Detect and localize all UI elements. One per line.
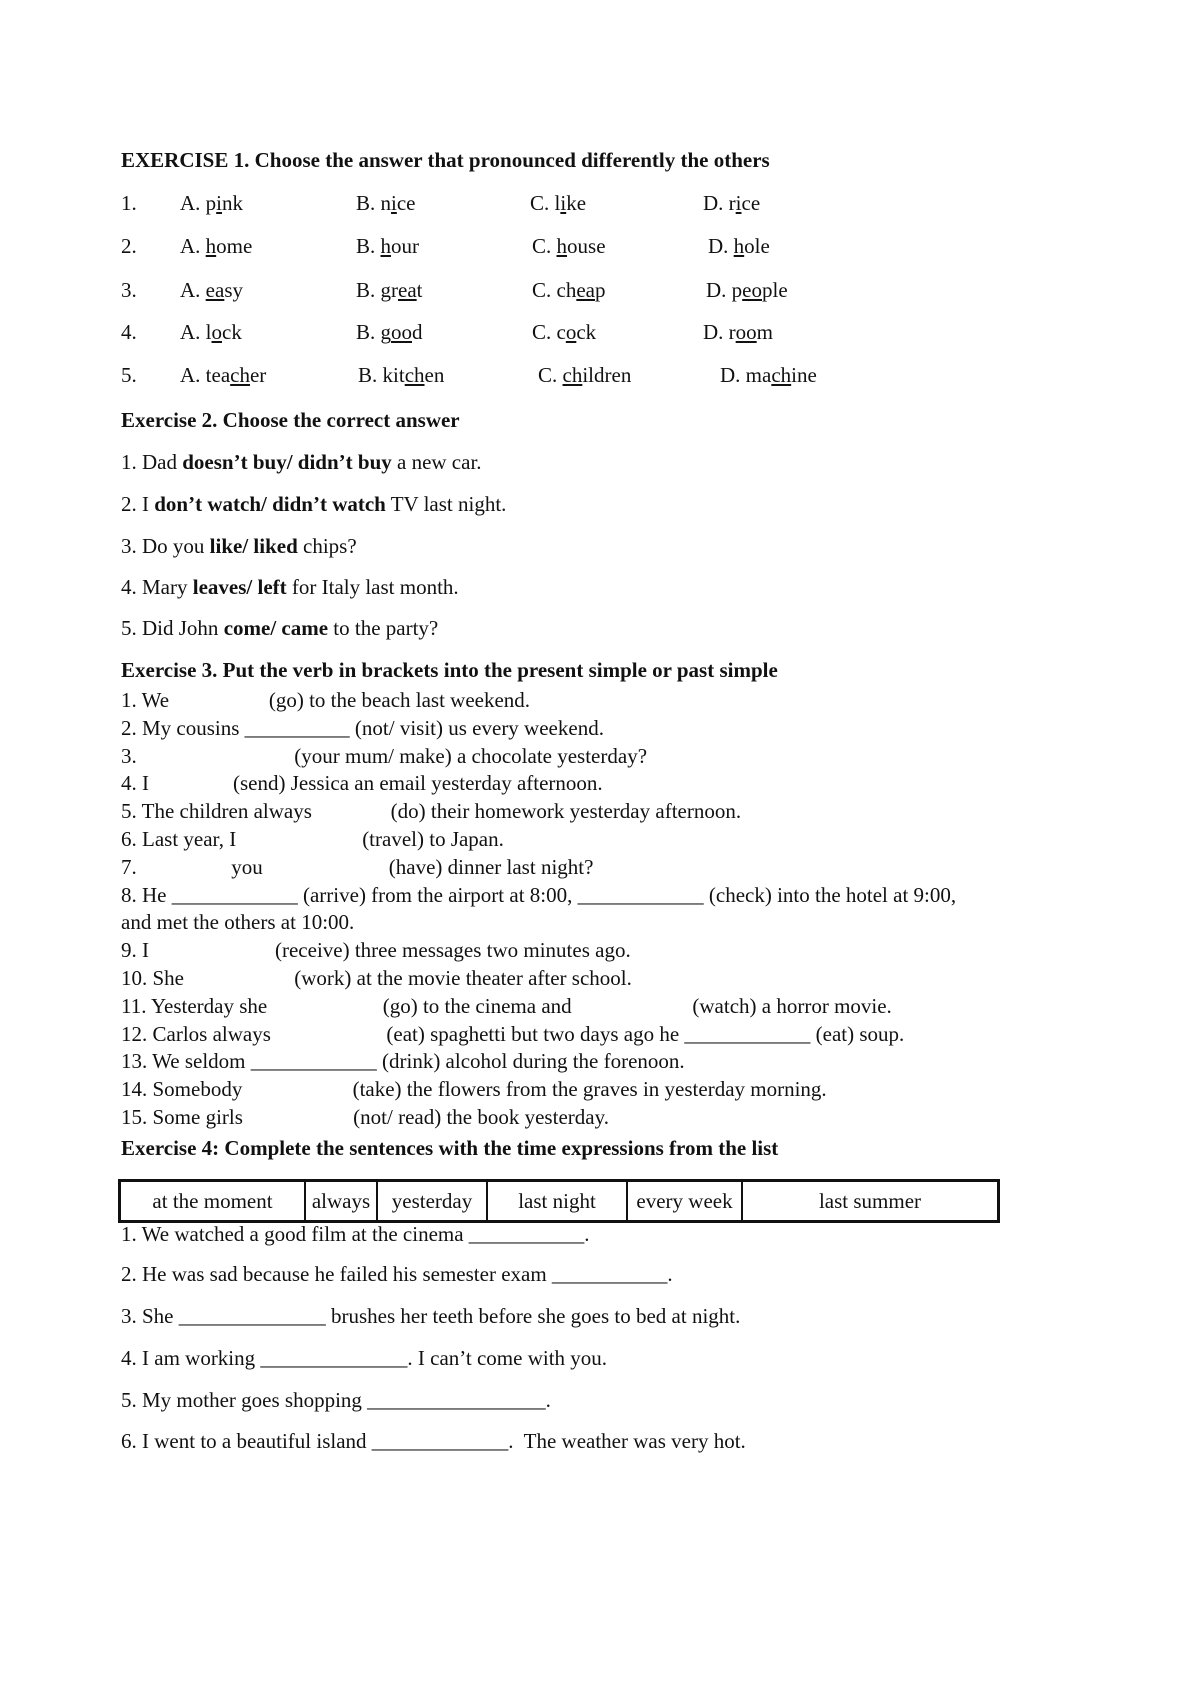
answer-option: [703, 191, 760, 216]
answer-option: [180, 278, 243, 303]
exercise-3-item: 15. Some girls (not/ read) the book yesterday.: [121, 1105, 609, 1129]
exercise-4-item: 1. We watched a good film at the cinema ___________.: [121, 1222, 590, 1246]
underlined-sound: h: [205, 234, 217, 258]
option-suffix: t: [416, 278, 423, 302]
underlined-sound: ch: [562, 363, 583, 387]
exercise-3-item: 2. My cousins __________ (not/ visit) us every weekend.: [121, 715, 604, 740]
option-suffix: nk: [222, 191, 244, 215]
underlined-sound: i: [391, 191, 397, 215]
exercise-2-item: [121, 616, 438, 641]
exercise-3-item: 8. He ____________ (arrive) from the airport at 8:00, ____________ (check) into the hotel at 9:00,: [121, 882, 957, 907]
underlined-sound: h: [380, 234, 392, 258]
exercise-3-title: Exercise 3. Put the verb in brackets into the present simple or past simple: [121, 658, 778, 682]
exercise-3-item: 1. We (go) to the beach last weekend.: [121, 688, 531, 712]
question-number: 5.: [121, 363, 137, 387]
underlined-sound: oo: [735, 320, 757, 344]
answer-option: [530, 191, 586, 216]
choice-options: don’t watch/ didn’t watch: [154, 492, 386, 516]
option-prefix: C.: [538, 363, 563, 387]
time-expressions-row: [120, 1181, 999, 1222]
option-suffix: ildren: [582, 363, 632, 387]
underlined-sound: oo: [391, 320, 413, 344]
exercise-2-item: [121, 450, 482, 475]
question-number: 3.: [121, 278, 137, 302]
item-text: 4. Mary: [121, 575, 193, 599]
answer-option: [356, 191, 416, 216]
option-prefix: C. c: [532, 320, 566, 344]
option-suffix: sy: [224, 278, 244, 302]
exercise-3-item: 5. The children always (do) their homework yesterday afternoon.: [121, 799, 742, 824]
answer-option: [356, 320, 423, 345]
option-prefix: C. l: [530, 191, 561, 215]
answer-option: [180, 191, 243, 216]
question-number: 4.: [121, 320, 137, 344]
option-prefix: C. ch: [532, 278, 577, 302]
underlined-sound: h: [556, 234, 568, 258]
option-prefix: D. r: [703, 320, 736, 344]
answer-option: [356, 278, 423, 303]
answer-option: [708, 234, 770, 259]
exercise-3-item: and met the others at 10:00.: [121, 910, 355, 935]
option-prefix: B. gr: [356, 278, 398, 302]
answer-option: [532, 320, 596, 345]
exercise-4-item: 5. My mother goes shopping _________________.: [121, 1388, 551, 1412]
exercise-3-item: 3. (your mum/ make) a chocolate yesterday?: [121, 743, 648, 768]
exercise-1-title: EXERCISE 1. Choose the answer that pronounced differently the others: [121, 148, 770, 172]
exercise-2-item: [121, 575, 459, 600]
option-suffix: en: [424, 363, 445, 387]
item-text: to the party?: [328, 616, 439, 640]
time-expression-cell: at the moment: [120, 1181, 306, 1222]
answer-option: [706, 278, 788, 303]
option-prefix: B. kit: [358, 363, 405, 387]
option-suffix: ole: [744, 234, 770, 258]
exercise-4-item: 4. I am working ______________. I can’t come with you.: [121, 1346, 608, 1370]
item-text: 3. Do you: [121, 534, 210, 558]
exercise-3-item: 4. I (send) Jessica an email yesterday afternoon.: [121, 771, 603, 796]
time-expression-cell: last night: [487, 1181, 627, 1222]
underlined-sound: o: [211, 320, 222, 344]
choice-options: come/ came: [223, 616, 329, 640]
exercise-4-item: 6. I went to a beautiful island _____________. The weather was very hot.: [121, 1429, 746, 1453]
underlined-sound: i: [560, 191, 567, 215]
exercise-4-title: Exercise 4: Complete the sentences with the time expressions from the list: [121, 1136, 779, 1160]
exercise-3-item: 10. She (work) at the movie theater after school.: [121, 966, 632, 990]
exercise-2-item: [121, 534, 357, 559]
option-prefix: B. g: [356, 320, 392, 344]
exercise-3-item: 14. Somebody (take) the flowers from the graves in yesterday morning.: [121, 1077, 827, 1102]
underlined-sound: eo: [742, 278, 762, 302]
underlined-sound: h: [733, 234, 745, 258]
option-suffix: ke: [566, 191, 587, 215]
item-text: 2. I: [121, 492, 155, 516]
option-prefix: D. p: [706, 278, 743, 302]
option-suffix: p: [594, 278, 606, 302]
option-prefix: A. l: [180, 320, 212, 344]
option-suffix: our: [391, 234, 420, 258]
exercise-3-item: 12. Carlos always (eat) spaghetti but two days ago he ____________ (eat) soup.: [121, 1021, 905, 1046]
answer-option: [538, 363, 631, 388]
option-prefix: A.: [180, 278, 206, 302]
option-suffix: ck: [576, 320, 597, 344]
option-prefix: B.: [356, 234, 381, 258]
item-text: a new car.: [391, 450, 482, 474]
underlined-sound: ch: [771, 363, 792, 387]
question-number: 1.: [121, 191, 137, 215]
exercise-3-item: 11. Yesterday she (go) to the cinema and (watch) a horror movie.: [121, 993, 892, 1018]
time-expressions-table: [118, 1179, 1000, 1223]
choice-options: doesn’t buy/ didn’t buy: [182, 450, 392, 474]
option-suffix: m: [756, 320, 774, 344]
option-suffix: ouse: [567, 234, 606, 258]
item-text: 5. Did John: [121, 616, 224, 640]
time-expression-cell: always: [305, 1181, 377, 1222]
answer-option: [180, 234, 252, 259]
underlined-sound: i: [735, 191, 742, 215]
question-number: 2.: [121, 234, 137, 258]
option-suffix: ome: [216, 234, 253, 258]
time-expression-cell: every week: [627, 1181, 742, 1222]
underlined-sound: ch: [230, 363, 250, 387]
answer-option: [532, 234, 606, 259]
option-prefix: A. tea: [180, 363, 231, 387]
underlined-sound: o: [565, 320, 577, 344]
time-expression-cell: yesterday: [377, 1181, 487, 1222]
option-suffix: er: [249, 363, 267, 387]
answer-option: [703, 320, 773, 345]
option-prefix: B. n: [356, 191, 392, 215]
exercise-3-item: 7. you (have) dinner last night?: [121, 854, 594, 879]
answer-option: [356, 234, 419, 259]
option-prefix: D. r: [703, 191, 736, 215]
exercise-4-item: 3. She ______________ brushes her teeth before she goes to bed at night.: [121, 1304, 741, 1328]
option-prefix: D.: [708, 234, 734, 258]
underlined-sound: ea: [576, 278, 595, 302]
option-suffix: ce: [741, 191, 761, 215]
option-prefix: A. p: [180, 191, 217, 215]
answer-option: [180, 320, 242, 345]
answer-option: [358, 363, 444, 388]
exercise-2-item: [121, 492, 506, 517]
option-suffix: ine: [791, 363, 817, 387]
option-suffix: ple: [762, 278, 788, 302]
option-suffix: d: [412, 320, 423, 344]
choice-options: like/ liked: [209, 534, 298, 558]
item-text: 1. Dad: [121, 450, 183, 474]
answer-option: [180, 363, 266, 388]
underlined-sound: i: [216, 191, 223, 215]
option-prefix: D. ma: [720, 363, 772, 387]
underlined-sound: ch: [404, 363, 425, 387]
underlined-sound: ea: [205, 278, 225, 302]
answer-option: [532, 278, 605, 303]
underlined-sound: ea: [398, 278, 417, 302]
option-prefix: A.: [180, 234, 206, 258]
exercise-3-item: 6. Last year, I (travel) to Japan.: [121, 827, 504, 851]
option-suffix: ck: [222, 320, 242, 344]
answer-option: [720, 363, 817, 388]
option-prefix: C.: [532, 234, 557, 258]
option-suffix: ce: [396, 191, 416, 215]
exercise-3-item: 13. We seldom ____________ (drink) alcohol during the forenoon.: [121, 1049, 685, 1074]
exercise-2-title: Exercise 2. Choose the correct answer: [121, 408, 460, 432]
exercise-3-item: 9. I (receive) three messages two minutes ago.: [121, 938, 631, 963]
item-text: for Italy last month.: [286, 575, 459, 599]
exercise-4-item: 2. He was sad because he failed his semester exam ___________.: [121, 1262, 673, 1286]
time-expression-cell: last summer: [742, 1181, 999, 1222]
item-text: TV last night.: [385, 492, 507, 516]
choice-options: leaves/ left: [192, 575, 287, 599]
item-text: chips?: [297, 534, 357, 558]
